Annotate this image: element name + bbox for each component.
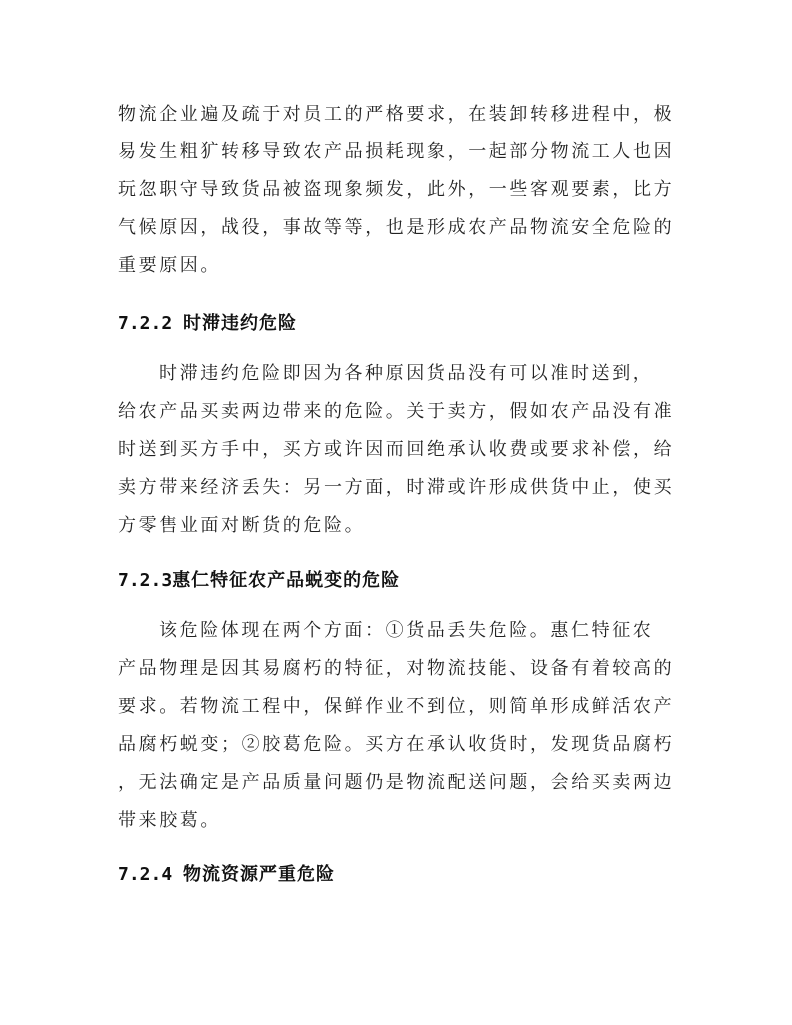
text-line: 带来胶葛。: [118, 810, 221, 831]
section-number: 7.2.3: [118, 570, 173, 591]
text-line: 玩忽职守导致货品被盗现象频发，此外，一些客观要素，比方: [118, 179, 675, 200]
text-line: 时送到买方手中，买方或许因而回绝承认收费或要求补偿，给: [118, 439, 675, 460]
section-title: 惠仁特征农产品蜕变的危险: [172, 570, 401, 591]
section-heading-7-2-3: [118, 570, 400, 592]
text-line: 物流企业遍及疏于对员工的严格要求，在装卸转移进程中，极: [118, 104, 675, 125]
text-line: 时滞违约危险即因为各种原因货品没有可以准时送到，: [159, 363, 654, 384]
section-heading-7-2-2: [118, 313, 297, 335]
text-line: 方零售业面对断货的危险。: [118, 515, 366, 536]
text-line: 品腐朽蜕变；②胶葛危险。买方在承认收货时，发现货品腐朽: [118, 734, 675, 755]
section-title: 时滞违约危险: [183, 313, 298, 334]
text-line: 重要原因。: [118, 255, 221, 276]
text-line: 该危险体现在两个方面：①货品丢失危险。惠仁特征农: [159, 620, 654, 641]
section-number: 7.2.2: [118, 313, 173, 334]
section-number: 7.2.4: [118, 864, 173, 885]
section-heading-7-2-4: [118, 864, 335, 886]
text-line: 给农产品买卖两边带来的危险。关于卖方，假如农产品没有准: [118, 401, 675, 422]
text-line: 要求。若物流工程中，保鲜作业不到位，则简单形成鲜活农产: [118, 696, 675, 717]
text-line: 易发生粗犷转移导致农产品损耗现象，一起部分物流工人也因: [118, 141, 675, 162]
section-title: 物流资源严重危险: [183, 864, 336, 885]
text-line: 产品物理是因其易腐朽的特征，对物流技能、设备有着较高的: [118, 658, 675, 679]
text-line: ，无法确定是产品质量问题仍是物流配送问题，会给买卖两边: [118, 772, 675, 793]
text-line: 卖方带来经济丢失：另一方面，时滞或许形成供货中止，使买: [118, 477, 675, 498]
text-line: 气候原因，战役，事故等等，也是形成农产品物流安全危险的: [118, 217, 675, 238]
